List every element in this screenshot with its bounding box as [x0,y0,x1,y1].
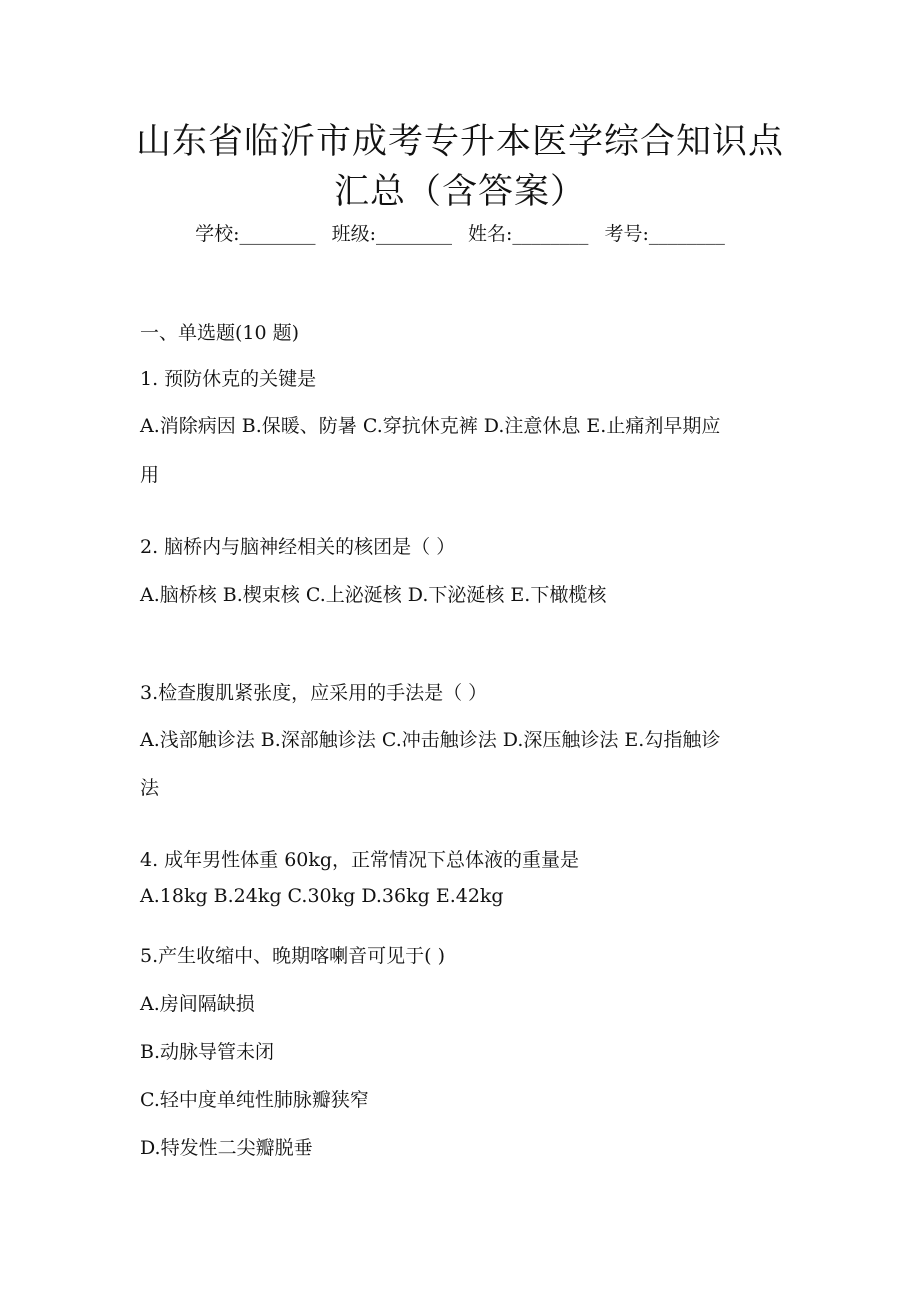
question-4-stem: 4. 成年男性体重 60kg，正常情况下总体液的重量是 [140,849,580,871]
question-2-stem: 2. 脑桥内与脑神经相关的核团是（ ） [140,536,456,558]
question-1-options-line-2: 用 [140,464,160,486]
question-5-stem: 5.产生收缩中、晚期喀喇音可见于( ) [140,945,445,967]
question-5-option-a: A.房间隔缺损 [140,993,255,1015]
class-field: 班级:________ [331,223,452,245]
question-4-options: A.18kg B.24kg C.30kg D.36kg E.42kg [140,885,504,907]
section-heading: 一、单选题(10 题) [140,322,300,344]
question-3-options-line-1: A.浅部触诊法 B.深部触诊法 C.冲击触诊法 D.深压触诊法 E.勾指触诊 [140,729,721,751]
student-info-fields [0,219,920,246]
question-5-option-c: C.轻中度单纯性肺脉瓣狭窄 [140,1089,369,1111]
exam-number-field: 考号:________ [604,223,725,245]
question-3-options-line-2: 法 [140,777,160,799]
document-title-line-1: 山东省临沂市成考专升本医学综合知识点 [135,122,784,162]
question-5-option-b: B.动脉导管未闭 [140,1041,275,1063]
school-field: 学校:________ [195,223,316,245]
question-3-stem: 3.检查腹肌紧张度，应采用的手法是（ ） [140,682,488,704]
question-2-options: A.脑桥核 B.楔束核 C.上泌涎核 D.下泌涎核 E.下橄榄核 [140,584,607,606]
question-1-stem: 1. 预防休克的关键是 [140,368,317,390]
name-field: 姓名:________ [468,223,589,245]
question-5-option-d: D.特发性二尖瓣脱垂 [140,1137,313,1159]
question-1-options-line-1: A.消除病因 B.保暖、防暑 C.穿抗休克裤 D.注意休息 E.止痛剂早期应 [140,415,721,437]
document-title-line-2: 汇总（含答案） [333,172,586,212]
